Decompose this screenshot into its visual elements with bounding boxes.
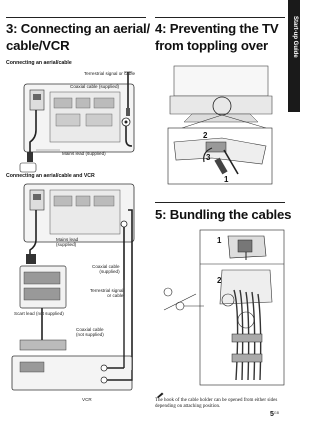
step-1-label: 1 <box>224 175 229 184</box>
anti-topple-diagram <box>162 62 282 187</box>
label-scart-lead: Scart lead (not supplied) <box>14 311 64 316</box>
label-coaxial-not-supplied: Coaxial cable (not supplied) <box>76 327 104 338</box>
section3-subtitle-1: Connecting an aerial/cable <box>6 60 72 66</box>
label-coaxial-supplied: Coaxial cable (supplied) <box>92 264 120 275</box>
label-mains-lead: Mains lead (supplied) <box>62 151 106 156</box>
page-number: $5^{GB}$ <box>270 411 280 418</box>
label-terrestrial-signal: Terrestrial signal or cable <box>84 71 136 76</box>
section4-top-rule <box>155 17 285 18</box>
bundle-step-1-label: 1 <box>217 236 222 245</box>
section3-top-rule <box>6 17 146 18</box>
step-2-label: 2 <box>203 131 208 140</box>
cable-bundling-diagram <box>200 230 284 385</box>
side-tab-text: Start-up Guide <box>292 16 298 58</box>
section3-title: 3: Connecting an aerial/ cable/VCR <box>6 21 150 53</box>
cable-holder-detail <box>160 282 206 322</box>
section5-title: 5: Bundling the cables <box>155 207 292 222</box>
aerial-vcr-connection-diagram <box>8 180 148 405</box>
section3-subtitle-2: Connecting an aerial/cable and VCR <box>6 173 95 179</box>
label-coaxial-cable: Coaxial cable (supplied) <box>70 84 120 89</box>
label-terrestrial-signal-2: Terrestrial signal or cable <box>90 288 124 299</box>
cable-holder-note: The hook of the cable holder can be opened from either sides depending on attaching position. <box>155 398 278 409</box>
bundle-step-2-label: 2 <box>217 276 222 285</box>
step-3-label: 3 <box>206 153 211 162</box>
label-vcr: VCR <box>82 397 92 402</box>
label-mains-lead-2: Mains lead (supplied) <box>56 237 79 248</box>
section5-top-rule <box>155 202 285 203</box>
section4-title: 4: Preventing the TV from toppling over <box>155 21 279 53</box>
